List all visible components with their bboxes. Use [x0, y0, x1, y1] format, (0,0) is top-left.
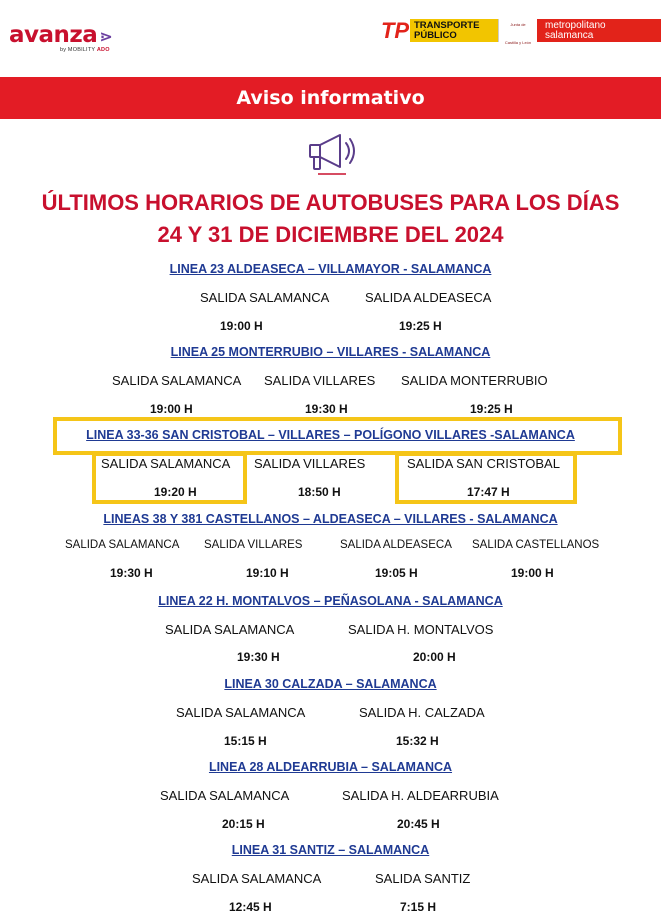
line-33-36-heading: LINEA 33-36 SAN CRISTOBAL – VILLARES – POLÍGONO VILLARES -SALAMANCA: [86, 428, 575, 442]
line-25-label-3: SALIDA MONTERRUBIO: [401, 373, 548, 388]
line-38-381-time-2: 19:10 H: [246, 566, 289, 580]
metro-line2: salamanca: [545, 29, 594, 41]
line-22-label-1: SALIDA SALAMANCA: [165, 622, 295, 637]
line-25-label-1: SALIDA SALAMANCA: [112, 373, 242, 388]
line-23-time-1: 19:00 H: [220, 319, 263, 333]
line-25-heading: LINEA 25 MONTERRUBIO – VILLARES - SALAMANCA: [170, 345, 491, 359]
line-22-heading: LINEA 22 H. MONTALVOS – PEÑASOLANA - SALAMANCA: [158, 594, 503, 608]
line-30-time-1: 15:15 H: [224, 734, 267, 748]
line-33-36-time-1: 19:20 H: [154, 485, 197, 499]
jcyl-line2: Castilla y León: [504, 39, 532, 45]
metropolitano-label: [537, 19, 661, 42]
line-33-36-time-3: 17:47 H: [467, 485, 510, 499]
line-28-label-1: SALIDA SALAMANCA: [160, 788, 290, 803]
line-38-381-time-1: 19:30 H: [110, 566, 153, 580]
line-30-label-2: SALIDA H. CALZADA: [359, 705, 485, 720]
tagline-prefix: by MOBILITY: [60, 47, 96, 53]
line-33-36-label-2: SALIDA VILLARES: [254, 456, 366, 471]
metro-line1: metropolitano: [545, 19, 606, 31]
avanza-logo: [9, 22, 112, 48]
line-38-381-time-3: 19:05 H: [375, 566, 418, 580]
megaphone-icon: [300, 127, 364, 177]
line-22-time-1: 19:30 H: [237, 650, 280, 664]
line-31-time-2: 7:15 H: [400, 900, 437, 914]
line-33-36-label-3: SALIDA SAN CRISTOBAL: [407, 456, 560, 471]
line-33-36-time-2: 18:50 H: [298, 485, 341, 499]
line-28-time-1: 20:15 H: [222, 817, 265, 831]
line-23-label-1: SALIDA SALAMANCA: [200, 290, 330, 305]
line-28-label-2: SALIDA H. ALDEARRUBIA: [342, 788, 499, 803]
line-25-time-2: 19:30 H: [305, 402, 348, 416]
line-28-time-2: 20:45 H: [397, 817, 440, 831]
line-22-time-2: 20:00 H: [413, 650, 456, 664]
avanza-wordmark: avanza: [9, 22, 98, 48]
notice-banner: Aviso informativo: [0, 77, 661, 119]
line-30-label-1: SALIDA SALAMANCA: [176, 705, 306, 720]
line-30-time-2: 15:32 H: [396, 734, 439, 748]
line-31-time-1: 12:45 H: [229, 900, 272, 914]
line-38-381-label-3: SALIDA ALDEASECA: [340, 539, 452, 551]
tp-line1: TRANSPORTE: [414, 19, 480, 31]
tp-label: [410, 19, 498, 42]
line-38-381-label-4: SALIDA CASTELLANOS: [472, 539, 600, 551]
line-25-time-3: 19:25 H: [470, 402, 513, 416]
line-23-label-2: SALIDA ALDEASECA: [365, 290, 492, 305]
jcyl-logo: [498, 19, 537, 45]
tp-icon: TP: [380, 18, 410, 43]
page-title-line2: 24 Y 31 DE DICIEMBRE DEL 2024: [157, 222, 504, 247]
line-30-heading: LINEA 30 CALZADA – SALAMANCA: [224, 677, 437, 691]
line-31-label-1: SALIDA SALAMANCA: [192, 871, 322, 886]
line-38-381-time-4: 19:00 H: [511, 566, 554, 580]
line-23-time-2: 19:25 H: [399, 319, 442, 333]
line-38-381-label-2: SALIDA VILLARES: [204, 539, 303, 551]
avanza-tagline: [60, 47, 110, 53]
page-title-line1: ÚLTIMOS HORARIOS DE AUTOBUSES PARA LOS DÍAS: [41, 190, 620, 215]
tp-line2: PÚBLICO: [414, 29, 457, 41]
line-31-label-2: SALIDA SANTIZ: [375, 871, 471, 886]
transporte-publico-logo: [380, 18, 661, 45]
line-38-381-heading: LINEAS 38 Y 381 CASTELLANOS – ALDEASECA – VILLARES - SALAMANCA: [103, 512, 558, 526]
tagline-ado: ADO: [96, 47, 110, 53]
line-23-heading: LINEA 23 ALDEASECA – VILLAMAYOR - SALAMANCA: [169, 262, 492, 276]
line-25-label-2: SALIDA VILLARES: [264, 373, 376, 388]
line-33-36-label-1: SALIDA SALAMANCA: [101, 456, 231, 471]
line-25-time-1: 19:00 H: [150, 402, 193, 416]
line-31-heading: LINEA 31 SANTIZ – SALAMANCA: [231, 843, 430, 857]
avanza-arrow-icon: ⋗: [99, 27, 113, 46]
line-38-381-label-1: SALIDA SALAMANCA: [65, 539, 180, 551]
line-28-heading: LINEA 28 ALDEARRUBIA – SALAMANCA: [208, 760, 453, 774]
line-22-label-2: SALIDA H. MONTALVOS: [348, 622, 494, 637]
jcyl-line1: Junta de: [510, 21, 526, 27]
